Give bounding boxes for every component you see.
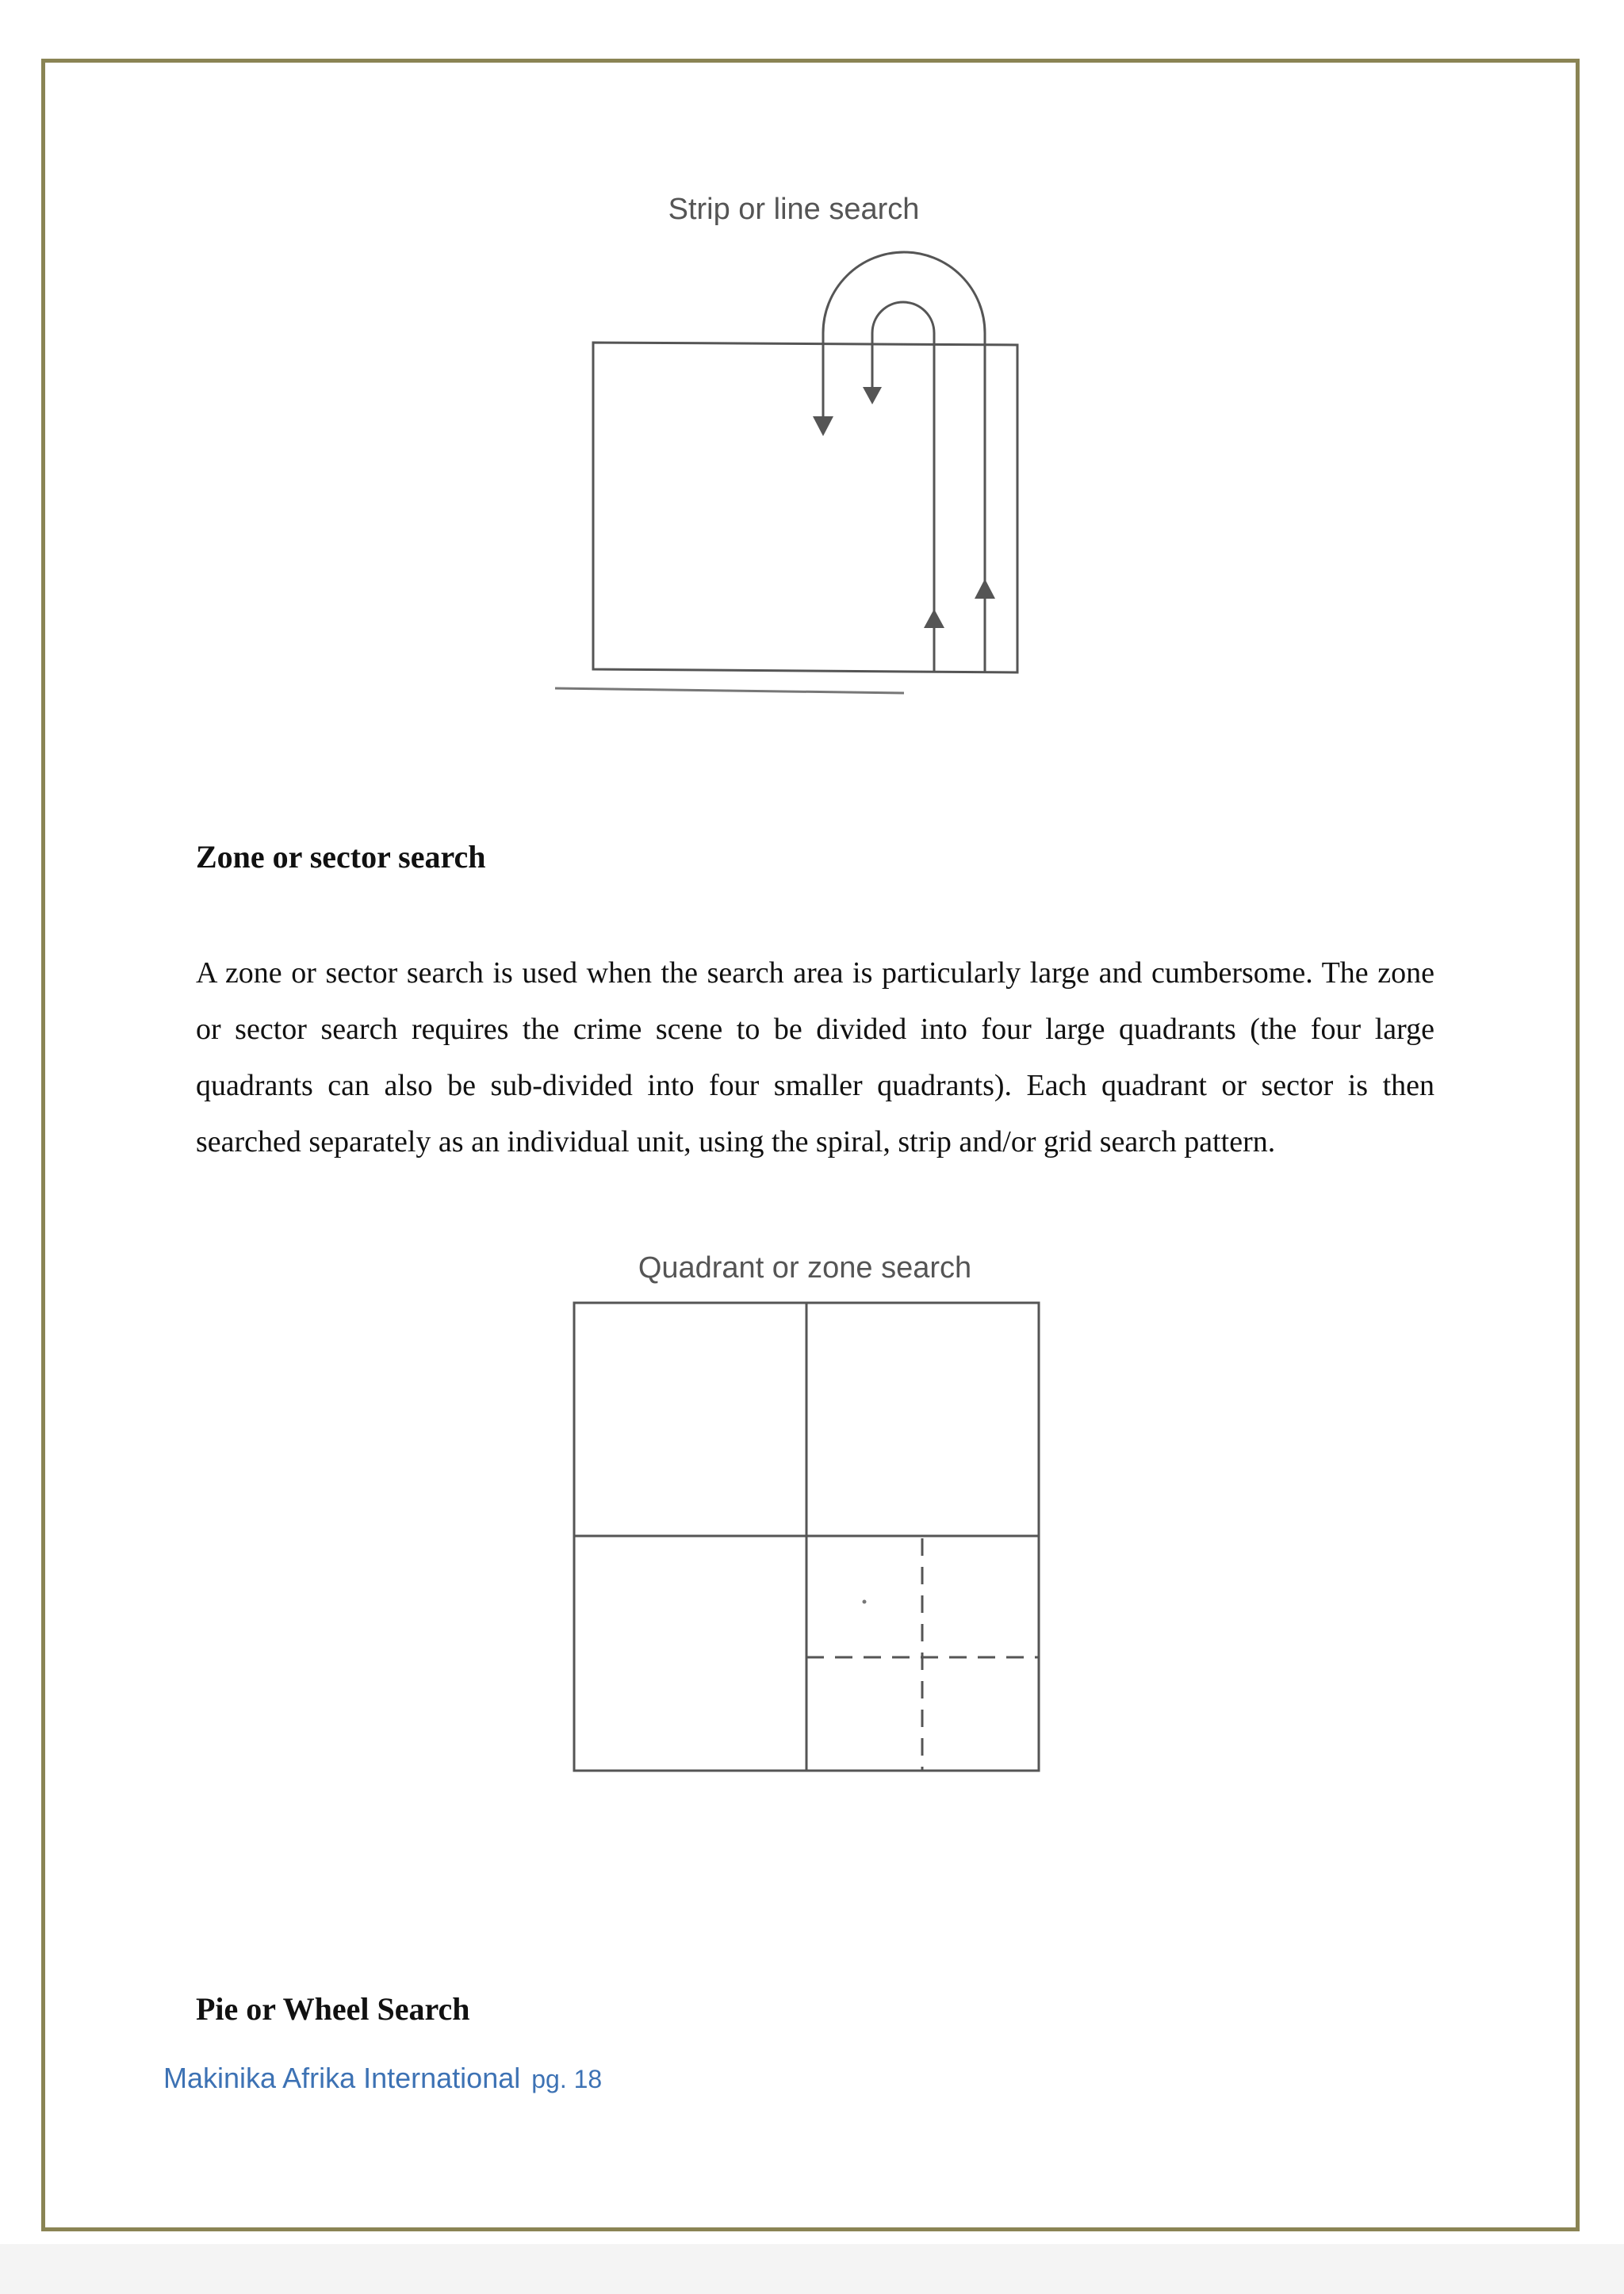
quadrant-search-caption: Quadrant or zone search — [638, 1251, 972, 1285]
page-footer — [163, 2062, 602, 2095]
quadrant-search-diagram — [555, 1241, 1063, 1796]
section-heading-zone: Zone or sector search — [196, 839, 486, 875]
page-bottom-margin — [0, 2244, 1624, 2294]
outer-strip-path — [823, 252, 985, 672]
strip-search-caption: Strip or line search — [668, 193, 920, 226]
inner-strip-path — [872, 302, 934, 672]
page-number: pg. 18 — [531, 2065, 603, 2093]
search-area-rect — [593, 343, 1017, 672]
quadrant-search-figure — [555, 1241, 1063, 1796]
up-arrow-outer-icon — [975, 579, 995, 599]
footer-org-name: Makinika Afrika International — [163, 2062, 521, 2094]
baseline-line — [555, 688, 904, 693]
strip-search-figure — [539, 174, 1094, 730]
section-heading-pie: Pie or Wheel Search — [196, 1991, 470, 2027]
down-arrow-outer-icon — [813, 416, 833, 436]
down-arrow-inner-icon — [863, 387, 882, 404]
strip-search-diagram — [539, 174, 1094, 730]
up-arrow-inner-icon — [924, 609, 944, 628]
zone-search-paragraph: A zone or sector search is used when the search area is particularly large and cumbersome. The zone or sector search requires the crime scene to be divided into four large quadrants (the four large quadrants can also be sub-divided into four smaller quadrants). Each quadrant or sector is then searched separately as an individual unit, using the spiral, strip and/or grid search pattern. — [196, 956, 1434, 1158]
speck — [863, 1600, 867, 1604]
